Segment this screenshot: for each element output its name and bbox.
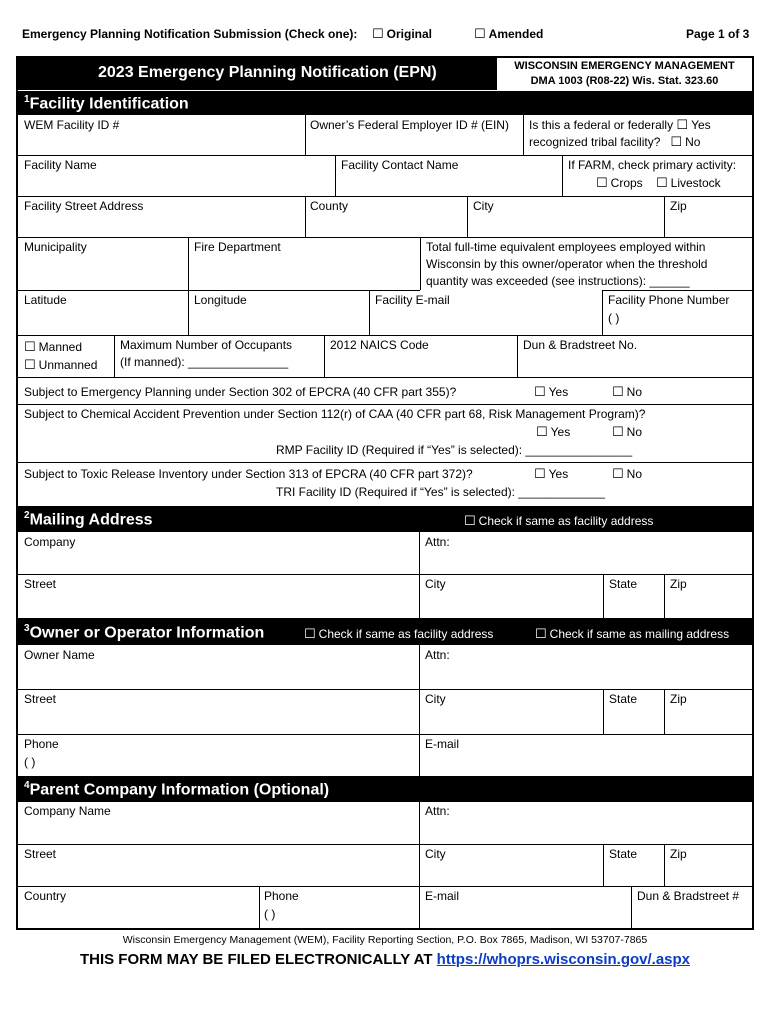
parent-country-field[interactable]: Country <box>24 889 67 903</box>
max-occupants-field[interactable]: (If manned): _______________ <box>120 355 289 369</box>
section-4-bar <box>18 776 752 802</box>
mailing-attn-field[interactable]: Attn: <box>425 535 450 549</box>
federal-question: Is this a federal or federally ☐ Yes <box>529 118 711 133</box>
unmanned-checkbox[interactable]: ☐ Unmanned <box>24 358 98 373</box>
manned-checkbox[interactable]: ☐ Manned <box>24 340 83 355</box>
farm-question: If FARM, check primary activity: <box>568 158 737 172</box>
parent-street-field[interactable]: Street <box>24 847 57 861</box>
mailing-street-field[interactable]: Street <box>24 577 57 591</box>
footer-notice <box>0 951 770 968</box>
mailing-zip-field[interactable]: Zip <box>670 577 687 591</box>
section-number: 2 <box>24 510 30 521</box>
footer-link[interactable]: https://whoprs.wisconsin.gov/.aspx <box>436 951 691 968</box>
checkbox-icon: ☐ <box>676 118 689 133</box>
checkbox-icon: ☐ <box>24 358 36 373</box>
wem-facility-id-field[interactable]: WEM Facility ID # <box>24 118 120 132</box>
section-4-title: $^4$Parent Company Information (Optional) <box>24 780 330 799</box>
epn-form: 2023 Emergency Planning Notification (EPN) WISCONSIN EMERGENCY MANAGEMENT DMA 1003 (R08-22) Wis. Stat. 323.60 $^1$Facility Identification WEM Facility ID # Owner’s Federal Employer ID # (EIN) Is this a federal or federally ☐ Yes recognized tribal facility? ☐ No Facility Name Facility Contact Name If FARM, check primary activity: ☐ Crops ☐ Livestock Facility Street Address County City Zip Municipality Fire Department Total full-time equivalent employees employed within Wisconsin by this owner/operator when the threshold quantity was exceeded (see instructions): ______ Latitude Longitude Facility E-mail Facility Phone Number ( ) ☐ Manned ☐ Unmanned Maximum Number of Occupants (If manned): _______________ 2012 NAICS Code Dun & Bradstreet No. Subject to Emergency Planning under Section 302 of EPCRA (40 CFR part 355)? ☐ Yes ☐ No Subject to Chemical Accident Prevention under Section 112(r) of CAA (40 CFR part 68, Risk Management Program)? ☐ Yes ☐ No RMP Facility ID (Required if “Yes” is selected): ________________ Subject to Toxic Release Inventory under Section 313 of EPCRA (40 CFR part 372)? ☐ Yes ☐ No TRI Facility ID (Required if “Yes” is selected): _____________ $^2$Mailing Address ☐ Check if same as facility address Company Attn: Street City State Zip $^3$Owner or Operator Information ☐ Check if same as facility address ☐ Check if same as mailing address Owner Name Attn: Street City State Zip Phone ( ) E-mail $^4$Parent Company Information (Optional) Company Name Attn: Street City State Zip Country Phone ( ) E-mail Dun & Bradstreet # <box>16 56 754 930</box>
parent-phone-blank[interactable]: ( ) <box>264 907 276 921</box>
amended-checkbox[interactable] <box>474 25 543 44</box>
section-number: 3 <box>24 623 30 634</box>
checkbox-icon: ☐ <box>612 385 624 400</box>
section-2-title: $^2$Mailing Address <box>24 510 153 529</box>
facility-street-field[interactable]: Facility Street Address <box>24 199 144 213</box>
checkbox-icon: ☐ <box>612 467 624 482</box>
checkbox-icon: ☐ <box>304 627 316 642</box>
latitude-field[interactable]: Latitude <box>24 293 67 307</box>
section-1-title <box>24 94 189 113</box>
mailing-city-field[interactable]: City <box>425 577 446 591</box>
federal-yes-checkbox[interactable]: ☐ Yes <box>676 118 711 133</box>
agency-name: WISCONSIN EMERGENCY MANAGEMENT <box>514 60 735 72</box>
crops-checkbox[interactable]: ☐ Crops <box>596 176 643 191</box>
parent-email-field[interactable]: E-mail <box>425 889 460 903</box>
s3-same-facility-checkbox[interactable]: ☐ Check if same as facility address <box>304 627 494 642</box>
q112-yes-checkbox[interactable]: ☐ Yes <box>536 425 571 440</box>
q302-yes-checkbox[interactable]: ☐ Yes <box>534 385 569 400</box>
mailing-company-field[interactable]: Company <box>24 535 76 549</box>
checkbox-icon: ☐ <box>534 385 546 400</box>
checkbox-icon: ☐ <box>612 425 624 440</box>
parent-company-field[interactable]: Company Name <box>24 804 111 818</box>
checkbox-icon: ☐ <box>596 176 608 191</box>
agency-box <box>496 58 752 90</box>
original-label: Original <box>386 27 432 41</box>
livestock-checkbox[interactable]: ☐ Livestock <box>656 176 721 191</box>
footer-notice-text: THIS FORM MAY BE FILED ELECTRONICALLY AT <box>79 951 433 968</box>
form-title: 2023 Emergency Planning Notification (EPN) <box>98 64 437 81</box>
zip-field[interactable]: Zip <box>670 199 687 213</box>
checkbox-icon: ☐ <box>656 176 668 191</box>
submission-label: Emergency Planning Notification Submission (Check one): <box>22 27 358 41</box>
q313-label: Subject to Toxic Release Inventory under Section 313 of EPCRA (40 CFR part 372)? <box>24 467 473 481</box>
owner-street-field[interactable]: Street <box>24 692 57 706</box>
owner-phone-field[interactable]: Phone <box>24 737 59 751</box>
parent-duns-field[interactable]: Dun & Bradstreet # <box>637 889 740 903</box>
checkbox-icon: ☐ <box>535 627 547 642</box>
section-number: 1 <box>24 94 30 105</box>
parent-phone-field[interactable]: Phone <box>264 889 299 903</box>
checkbox-icon: ☐ <box>536 425 548 440</box>
s2-same-facility-checkbox[interactable]: ☐ Check if same as facility address <box>464 514 654 529</box>
fire-department-field[interactable]: Fire Department <box>194 240 281 254</box>
naics-field[interactable]: 2012 NAICS Code <box>330 338 429 352</box>
checkbox-icon: ☐ <box>372 27 384 42</box>
checkbox-icon: ☐ <box>24 340 36 355</box>
city-field[interactable]: City <box>473 199 494 213</box>
q313-yes-checkbox[interactable]: ☐ Yes <box>534 467 569 482</box>
facility-phone-blank[interactable]: ( ) <box>608 311 620 325</box>
max-occupants-label: Maximum Number of Occupants <box>120 338 293 352</box>
q112-no-checkbox[interactable]: ☐ No <box>612 425 642 440</box>
facility-phone-field[interactable]: Facility Phone Number <box>608 293 730 307</box>
amended-label: Amended <box>488 27 544 41</box>
section-1-bar <box>18 91 752 115</box>
owner-city-field[interactable]: City <box>425 692 446 706</box>
tri-id-field[interactable]: TRI Facility ID (Required if “Yes” is selected): _____________ <box>276 485 606 499</box>
q302-no-checkbox[interactable]: ☐ No <box>612 385 642 400</box>
section-number: 4 <box>24 780 30 791</box>
federal-no-checkbox[interactable]: ☐ No <box>670 135 701 150</box>
ein-field[interactable]: Owner’s Federal Employer ID # (EIN) <box>310 118 509 132</box>
checkbox-icon: ☐ <box>534 467 546 482</box>
checkbox-icon: ☐ <box>474 27 486 42</box>
s3-same-mailing-checkbox[interactable]: ☐ Check if same as mailing address <box>535 627 730 642</box>
original-checkbox[interactable] <box>372 25 432 44</box>
form-id: DMA 1003 (R08-22) Wis. Stat. 323.60 <box>530 75 719 87</box>
facility-email-field[interactable]: Facility E-mail <box>375 293 450 307</box>
page-number: Page 1 of 3 <box>686 27 750 41</box>
parent-attn-field[interactable]: Attn: <box>425 804 450 818</box>
facility-contact-field[interactable]: Facility Contact Name <box>341 158 459 172</box>
owner-state-field[interactable]: State <box>609 692 638 706</box>
duns-field[interactable]: Dun & Bradstreet No. <box>523 338 638 352</box>
owner-email-field[interactable]: E-mail <box>425 737 460 751</box>
section-3-title: $^3$Owner or Operator Information <box>24 623 265 642</box>
q112-label: Subject to Chemical Accident Prevention under Section 112(r) of CAA (40 CFR part 68, Risk Management Program)? <box>24 407 646 421</box>
mailing-state-field[interactable]: State <box>609 577 638 591</box>
section-title: Facility Identification <box>29 95 189 113</box>
owner-zip-field[interactable]: Zip <box>670 692 687 706</box>
q313-no-checkbox[interactable]: ☐ No <box>612 467 642 482</box>
rmp-id-field[interactable]: RMP Facility ID (Required if “Yes” is selected): ________________ <box>276 443 633 457</box>
longitude-field[interactable]: Longitude <box>194 293 247 307</box>
checkbox-icon: ☐ <box>670 135 683 150</box>
footer-address: Wisconsin Emergency Management (WEM), Facility Reporting Section, P.O. Box 7865, Madison, WI 53707-7865 <box>122 934 648 946</box>
parent-city-field[interactable]: City <box>425 847 446 861</box>
owner-phone-blank[interactable]: ( ) <box>24 755 36 769</box>
checkbox-icon: ☐ <box>464 514 476 529</box>
facility-name-field[interactable]: Facility Name <box>24 158 97 172</box>
county-field[interactable]: County <box>310 199 349 213</box>
municipality-field[interactable]: Municipality <box>24 240 87 254</box>
parent-zip-field[interactable]: Zip <box>670 847 687 861</box>
owner-name-field[interactable]: Owner Name <box>24 648 95 662</box>
q302-label: Subject to Emergency Planning under Section 302 of EPCRA (40 CFR part 355)? <box>24 385 457 399</box>
owner-attn-field[interactable]: Attn: <box>425 648 450 662</box>
parent-state-field[interactable]: State <box>609 847 638 861</box>
employees-field[interactable]: Total full-time equivalent employees employed within Wisconsin by this owner/operator when the threshold quantity was exceeded (see instructions): ______ <box>426 240 708 288</box>
